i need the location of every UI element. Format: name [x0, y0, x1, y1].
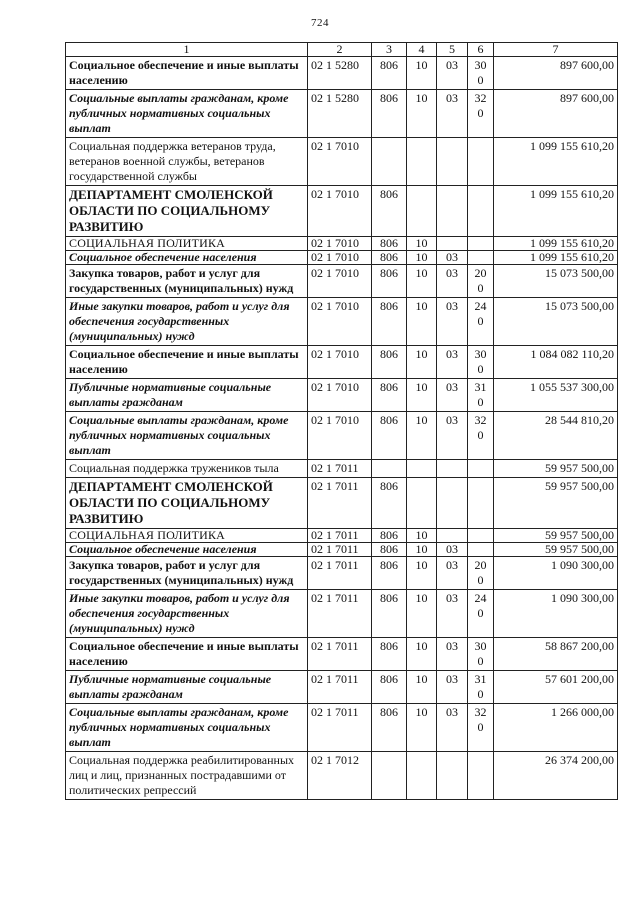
- table-row: [66, 265, 618, 298]
- section-cell: 10: [407, 57, 437, 90]
- section-cell: 10: [407, 529, 437, 543]
- column-number: 4: [407, 43, 437, 57]
- ministry-code-cell: 806: [372, 671, 407, 704]
- section-cell: 10: [407, 298, 437, 346]
- item-name-cell: Социальная поддержка ветеранов труда, ветеранов военной службы, ветеранов государственной службы: [66, 138, 308, 186]
- subsection-cell: 03: [437, 346, 468, 379]
- item-name-cell: Социальное обеспечение населения: [66, 251, 308, 265]
- table-body: [66, 43, 618, 800]
- section-cell: [407, 186, 437, 237]
- amount-cell: 15 073 500,00: [494, 298, 618, 346]
- item-name-cell: Социальные выплаты гражданам, кроме публичных нормативных социальных выплат: [66, 90, 308, 138]
- table-row: [66, 138, 618, 186]
- column-number: 6: [468, 43, 494, 57]
- target-code-cell: 02 1 7010: [308, 265, 372, 298]
- amount-cell: 1 090 300,00: [494, 557, 618, 590]
- subsection-cell: 03: [437, 590, 468, 638]
- subsection-cell: 03: [437, 265, 468, 298]
- target-code-cell: 02 1 7011: [308, 590, 372, 638]
- expense-type-cell: 31 0: [468, 379, 494, 412]
- amount-cell: 1 099 155 610,20: [494, 251, 618, 265]
- column-number: 3: [372, 43, 407, 57]
- amount-cell: 897 600,00: [494, 90, 618, 138]
- target-code-cell: 02 1 7011: [308, 557, 372, 590]
- subsection-cell: 03: [437, 638, 468, 671]
- table-row: [66, 478, 618, 529]
- section-cell: 10: [407, 90, 437, 138]
- ministry-code-cell: [372, 138, 407, 186]
- table-row: [66, 237, 618, 251]
- table-row: [66, 379, 618, 412]
- section-cell: [407, 752, 437, 800]
- target-code-cell: 02 1 7011: [308, 638, 372, 671]
- expense-type-cell: 32 0: [468, 90, 494, 138]
- target-code-cell: 02 1 7010: [308, 412, 372, 460]
- ministry-code-cell: 806: [372, 529, 407, 543]
- amount-cell: 1 090 300,00: [494, 590, 618, 638]
- target-code-cell: 02 1 7010: [308, 346, 372, 379]
- expense-type-cell: 30 0: [468, 638, 494, 671]
- target-code-cell: 02 1 5280: [308, 90, 372, 138]
- ministry-code-cell: 806: [372, 543, 407, 557]
- column-number: 2: [308, 43, 372, 57]
- item-name-cell: Социальные выплаты гражданам, кроме публичных нормативных социальных выплат: [66, 412, 308, 460]
- amount-cell: 59 957 500,00: [494, 460, 618, 478]
- column-number: 1: [66, 43, 308, 57]
- subsection-cell: [437, 752, 468, 800]
- expense-type-cell: [468, 543, 494, 557]
- section-cell: 10: [407, 543, 437, 557]
- expense-type-cell: 24 0: [468, 298, 494, 346]
- table-row: [66, 186, 618, 237]
- target-code-cell: 02 1 7010: [308, 237, 372, 251]
- amount-cell: 59 957 500,00: [494, 543, 618, 557]
- item-name-cell: СОЦИАЛЬНАЯ ПОЛИТИКА: [66, 529, 308, 543]
- target-code-cell: 02 1 7011: [308, 478, 372, 529]
- target-code-cell: 02 1 7011: [308, 529, 372, 543]
- subsection-cell: 03: [437, 379, 468, 412]
- subsection-cell: [437, 237, 468, 251]
- table-row: [66, 251, 618, 265]
- table-row: [66, 460, 618, 478]
- amount-cell: 57 601 200,00: [494, 671, 618, 704]
- expense-type-cell: [468, 529, 494, 543]
- expense-type-cell: 32 0: [468, 704, 494, 752]
- item-name-cell: Социальные выплаты гражданам, кроме публичных нормативных социальных выплат: [66, 704, 308, 752]
- subsection-cell: [437, 138, 468, 186]
- target-code-cell: 02 1 7011: [308, 460, 372, 478]
- section-cell: 10: [407, 557, 437, 590]
- target-code-cell: 02 1 7010: [308, 379, 372, 412]
- amount-cell: 1 099 155 610,20: [494, 138, 618, 186]
- table-row: [66, 671, 618, 704]
- section-cell: 10: [407, 704, 437, 752]
- item-name-cell: Публичные нормативные социальные выплаты гражданам: [66, 379, 308, 412]
- target-code-cell: 02 1 7011: [308, 543, 372, 557]
- subsection-cell: 03: [437, 251, 468, 265]
- ministry-code-cell: 806: [372, 412, 407, 460]
- target-code-cell: 02 1 5280: [308, 57, 372, 90]
- expense-type-cell: 20 0: [468, 265, 494, 298]
- table-row: [66, 590, 618, 638]
- ministry-code-cell: 806: [372, 638, 407, 671]
- expense-type-cell: [468, 186, 494, 237]
- column-number: 7: [494, 43, 618, 57]
- item-name-cell: Социальная поддержка тружеников тыла: [66, 460, 308, 478]
- item-name-cell: Иные закупки товаров, работ и услуг для обеспечения государственных (муниципальных) нужд: [66, 590, 308, 638]
- item-name-cell: ДЕПАРТАМЕНТ СМОЛЕНСКОЙ ОБЛАСТИ ПО СОЦИАЛЬНОМУ РАЗВИТИЮ: [66, 478, 308, 529]
- subsection-cell: [437, 186, 468, 237]
- section-cell: [407, 478, 437, 529]
- ministry-code-cell: 806: [372, 251, 407, 265]
- table-row: [66, 57, 618, 90]
- table-row: [66, 557, 618, 590]
- section-cell: [407, 138, 437, 186]
- amount-cell: 15 073 500,00: [494, 265, 618, 298]
- ministry-code-cell: 806: [372, 557, 407, 590]
- subsection-cell: 03: [437, 671, 468, 704]
- item-name-cell: Социальное обеспечение и иные выплаты населению: [66, 346, 308, 379]
- item-name-cell: ДЕПАРТАМЕНТ СМОЛЕНСКОЙ ОБЛАСТИ ПО СОЦИАЛЬНОМУ РАЗВИТИЮ: [66, 186, 308, 237]
- amount-cell: 897 600,00: [494, 57, 618, 90]
- ministry-code-cell: [372, 752, 407, 800]
- amount-cell: 58 867 200,00: [494, 638, 618, 671]
- ministry-code-cell: 806: [372, 237, 407, 251]
- expense-type-cell: 32 0: [468, 412, 494, 460]
- target-code-cell: 02 1 7012: [308, 752, 372, 800]
- item-name-cell: Социальная поддержка реабилитированных лиц и лиц, признанных пострадавшими от политических репрессий: [66, 752, 308, 800]
- table-row: [66, 90, 618, 138]
- table-row: [66, 412, 618, 460]
- expense-type-cell: 24 0: [468, 590, 494, 638]
- section-cell: 10: [407, 671, 437, 704]
- page-number: 724: [311, 17, 329, 29]
- amount-cell: 1 099 155 610,20: [494, 186, 618, 237]
- ministry-code-cell: 806: [372, 346, 407, 379]
- amount-cell: 1 084 082 110,20: [494, 346, 618, 379]
- subsection-cell: [437, 460, 468, 478]
- expense-type-cell: [468, 752, 494, 800]
- subsection-cell: 03: [437, 90, 468, 138]
- expense-type-cell: [468, 251, 494, 265]
- ministry-code-cell: 806: [372, 57, 407, 90]
- amount-cell: 26 374 200,00: [494, 752, 618, 800]
- expense-type-cell: 30 0: [468, 57, 494, 90]
- table-row: [66, 752, 618, 800]
- subsection-cell: [437, 478, 468, 529]
- section-cell: 10: [407, 251, 437, 265]
- ministry-code-cell: 806: [372, 379, 407, 412]
- column-number: 5: [437, 43, 468, 57]
- expense-type-cell: [468, 460, 494, 478]
- target-code-cell: 02 1 7010: [308, 186, 372, 237]
- amount-cell: 28 544 810,20: [494, 412, 618, 460]
- ministry-code-cell: [372, 460, 407, 478]
- subsection-cell: 03: [437, 298, 468, 346]
- ministry-code-cell: 806: [372, 704, 407, 752]
- ministry-code-cell: 806: [372, 265, 407, 298]
- section-cell: 10: [407, 638, 437, 671]
- subsection-cell: 03: [437, 412, 468, 460]
- amount-cell: 1 055 537 300,00: [494, 379, 618, 412]
- expense-type-cell: [468, 478, 494, 529]
- target-code-cell: 02 1 7010: [308, 138, 372, 186]
- table-row: [66, 543, 618, 557]
- target-code-cell: 02 1 7010: [308, 251, 372, 265]
- expense-type-cell: [468, 237, 494, 251]
- subsection-cell: 03: [437, 543, 468, 557]
- item-name-cell: Публичные нормативные социальные выплаты гражданам: [66, 671, 308, 704]
- subsection-cell: 03: [437, 704, 468, 752]
- expense-type-cell: 30 0: [468, 346, 494, 379]
- section-cell: 10: [407, 412, 437, 460]
- expense-type-cell: 31 0: [468, 671, 494, 704]
- amount-cell: 1 099 155 610,20: [494, 237, 618, 251]
- column-number-row: [66, 43, 618, 57]
- section-cell: 10: [407, 346, 437, 379]
- budget-table: [65, 42, 618, 800]
- item-name-cell: Закупка товаров, работ и услуг для государственных (муниципальных) нужд: [66, 265, 308, 298]
- section-cell: [407, 460, 437, 478]
- item-name-cell: СОЦИАЛЬНАЯ ПОЛИТИКА: [66, 237, 308, 251]
- subsection-cell: 03: [437, 57, 468, 90]
- table-row: [66, 529, 618, 543]
- ministry-code-cell: 806: [372, 90, 407, 138]
- target-code-cell: 02 1 7011: [308, 671, 372, 704]
- amount-cell: 1 266 000,00: [494, 704, 618, 752]
- item-name-cell: Социальное обеспечение и иные выплаты населению: [66, 638, 308, 671]
- item-name-cell: Социальное обеспечение населения: [66, 543, 308, 557]
- table-row: [66, 346, 618, 379]
- item-name-cell: Закупка товаров, работ и услуг для государственных (муниципальных) нужд: [66, 557, 308, 590]
- table-row: [66, 704, 618, 752]
- ministry-code-cell: 806: [372, 186, 407, 237]
- section-cell: 10: [407, 379, 437, 412]
- ministry-code-cell: 806: [372, 298, 407, 346]
- expense-type-cell: 20 0: [468, 557, 494, 590]
- amount-cell: 59 957 500,00: [494, 478, 618, 529]
- expense-type-cell: [468, 138, 494, 186]
- target-code-cell: 02 1 7010: [308, 298, 372, 346]
- ministry-code-cell: 806: [372, 478, 407, 529]
- item-name-cell: Социальное обеспечение и иные выплаты населению: [66, 57, 308, 90]
- subsection-cell: 03: [437, 557, 468, 590]
- section-cell: 10: [407, 590, 437, 638]
- target-code-cell: 02 1 7011: [308, 704, 372, 752]
- section-cell: 10: [407, 265, 437, 298]
- item-name-cell: Иные закупки товаров, работ и услуг для обеспечения государственных (муниципальных) нужд: [66, 298, 308, 346]
- amount-cell: 59 957 500,00: [494, 529, 618, 543]
- subsection-cell: [437, 529, 468, 543]
- table-row: [66, 298, 618, 346]
- ministry-code-cell: 806: [372, 590, 407, 638]
- table-row: [66, 638, 618, 671]
- section-cell: 10: [407, 237, 437, 251]
